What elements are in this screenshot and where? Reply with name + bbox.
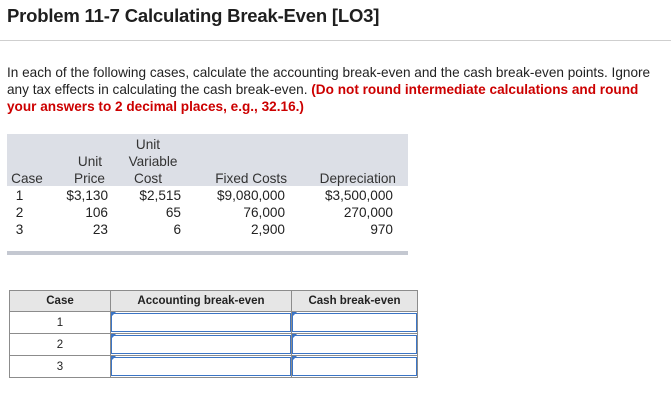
answer-row2-accounting-cell — [111, 334, 292, 356]
row1-fixed-costs: $9,080,000 — [216, 188, 285, 203]
answer-row3-accounting-cell — [111, 356, 292, 378]
header-unit-variable-line3: Cost — [134, 171, 162, 186]
accounting-break-even-input-case3[interactable] — [111, 357, 291, 376]
cash-break-even-input-case1[interactable] — [292, 313, 417, 332]
row1-depreciation: $3,500,000 — [324, 188, 393, 203]
row1-case: 1 — [15, 188, 24, 203]
answer-row2-cash-cell — [292, 334, 418, 356]
answer-row — [10, 312, 418, 334]
header-fixed-costs: Fixed Costs — [215, 171, 287, 186]
answer-row1-cash-cell — [292, 312, 418, 334]
page-title: Problem 11-7 Calculating Break-Even [LO3] — [7, 5, 380, 26]
answer-row1-accounting-cell — [111, 312, 292, 334]
givens-bottom-bar — [7, 251, 408, 255]
row2-case: 2 — [15, 205, 24, 220]
row3-variable-cost: 6 — [173, 222, 181, 237]
accounting-break-even-input-case2[interactable] — [111, 335, 291, 354]
accounting-break-even-input-case1[interactable] — [111, 313, 291, 332]
row1-price: $3,130 — [66, 188, 108, 203]
answer-header-row — [10, 291, 418, 312]
row2-fixed-costs: 76,000 — [243, 205, 285, 220]
answer-header-case: Case — [10, 291, 111, 312]
cash-break-even-input-case3[interactable] — [292, 357, 417, 376]
answer-header-cash: Cash break-even — [292, 291, 418, 312]
row3-case: 3 — [15, 222, 24, 237]
answer-header-accounting: Accounting break-even — [111, 291, 292, 312]
answer-table — [9, 290, 418, 378]
answer-row1-case: 1 — [10, 312, 111, 334]
row3-price: 23 — [92, 222, 108, 237]
header-unit-price-line2: Price — [74, 171, 105, 186]
givens-table — [7, 134, 408, 249]
header-case: Case — [11, 171, 43, 186]
header-unit-price-line1: Unit — [77, 154, 103, 169]
answer-row2-case: 2 — [10, 334, 111, 356]
row2-depreciation: 270,000 — [343, 205, 393, 220]
cash-break-even-input-case2[interactable] — [292, 335, 417, 354]
row3-fixed-costs: 2,900 — [250, 222, 285, 237]
header-unit-variable-line2: Variable — [128, 154, 178, 169]
row2-price: 106 — [85, 205, 108, 220]
answer-row — [10, 334, 418, 356]
instructions-text: In each of the following cases, calculate the accounting break-even and the cash break-even points. Ignore any tax effects in calculating the cash break-even. — [7, 65, 651, 97]
answer-row3-cash-cell — [292, 356, 418, 378]
row2-variable-cost: 65 — [165, 205, 181, 220]
instructions-rounding-note: (Do not round intermediate calculations and round your answers to 2 decimal places, e.g., 32.16.) — [7, 82, 639, 114]
answer-row3-case: 3 — [10, 356, 111, 378]
header-depreciation: Depreciation — [319, 171, 396, 186]
instructions — [7, 64, 657, 115]
answer-row — [10, 356, 418, 378]
row1-variable-cost: $2,515 — [139, 188, 181, 203]
row3-depreciation: 970 — [370, 222, 393, 237]
header-unit-variable-line1: Unit — [135, 137, 161, 152]
title-divider — [0, 40, 671, 41]
